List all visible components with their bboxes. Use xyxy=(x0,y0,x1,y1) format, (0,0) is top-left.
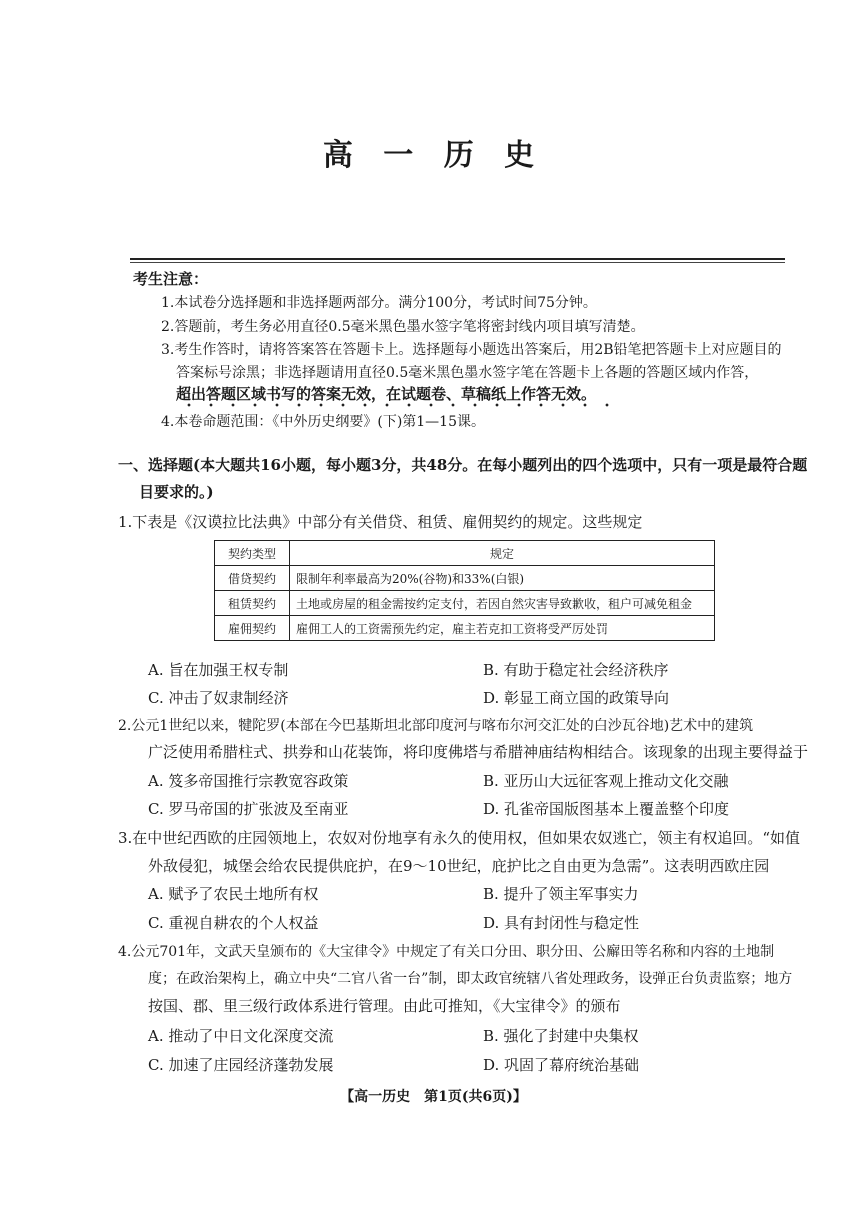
q3-option-c: C. 重视自耕农的个人权益 xyxy=(148,914,319,932)
q1-stem: 1.下表是《汉谟拉比法典》中部分有关借贷、租赁、雇佣契约的规定。这些规定 xyxy=(118,513,643,531)
q3-option-d: D. 具有封闭性与稳定性 xyxy=(483,914,640,932)
q3-stem-line-2: 外敌侵犯，城堡会给农民提供庇护，在9～10世纪，庇护比之自由更为急需”。这表明西欧庄园 xyxy=(148,857,770,875)
table-header-row xyxy=(215,541,715,566)
q2-stem-line-1: 2.公元1世纪以来，犍陀罗(本部在今巴基斯坦北部印度河与喀布尔河交汇处的白沙瓦谷地)艺术中的建筑 xyxy=(118,718,754,734)
q1-option-c: C. 冲击了奴隶制经济 xyxy=(148,689,289,707)
table-cell-rule: 雇佣工人的工资需预先约定，雇主若克扣工资将受严厉处罚 xyxy=(290,616,715,641)
q1-option-a: A. 旨在加强王权专制 xyxy=(148,661,289,679)
table-cell-type: 借贷契约 xyxy=(215,566,290,591)
contract-table xyxy=(214,540,715,641)
q4-stem-line-3: 按国、郡、里三级行政体系进行管理。由此可推知，《大宝律令》的颁布 xyxy=(148,997,621,1015)
q4-option-c: C. 加速了庄园经济蓬勃发展 xyxy=(148,1056,334,1074)
q1-option-d: D. 彰显工商立国的政策导向 xyxy=(483,689,670,707)
table-row xyxy=(215,566,715,591)
table-cell-type: 雇佣契约 xyxy=(215,616,290,641)
q2-option-d: D. 孔雀帝国版图基本上覆盖整个印度 xyxy=(483,800,730,818)
table-cell-rule: 限制年利率最高为20%(谷物)和33%(白银) xyxy=(290,566,715,591)
notice-item-3: 3.考生作答时，请将答案答在答题卡上。选择题每小题选出答案后，用2B铅笔把答题卡上对应题目的 xyxy=(161,342,782,358)
q2-option-b: B. 亚历山大远征客观上推动文化交融 xyxy=(483,772,729,790)
q4-option-d: D. 巩固了幕府统治基础 xyxy=(483,1056,640,1074)
q2-option-c: C. 罗马帝国的扩张波及至南亚 xyxy=(148,800,349,818)
q2-option-a: A. 笈多帝国推行宗教宽容政策 xyxy=(148,772,349,790)
q2-stem-line-2: 广泛使用希腊柱式、拱券和山花装饰，将印度佛塔与希腊神庙结构相结合。该现象的出现主要得益于 xyxy=(148,743,809,761)
section-heading-cont: 目要求的。) xyxy=(139,483,214,501)
table-header-type: 契约类型 xyxy=(215,541,290,566)
table-cell-type: 租赁契约 xyxy=(215,591,290,616)
notice-item-3-cont: 答案标号涂黑；非选择题请用直径0.5毫米黑色墨水签字笔在答题卡上各题的答题区域内作答， xyxy=(176,365,759,381)
section-heading: 一、选择题(本大题共16小题，每小题3分，共48分。在每小题列出的四个选项中，只有一项是最符合题 xyxy=(118,456,808,474)
q4-option-b: B. 强化了封建中央集权 xyxy=(483,1027,639,1045)
q4-stem-line-2: 度；在政治架构上，确立中央“二官八省一台”制，即太政官统辖八省处理政务，设弹正台负责监察；地方 xyxy=(148,971,793,987)
notice-heading: 考生注意： xyxy=(133,270,209,288)
table-cell-rule: 土地或房屋的租金需按约定支付，若因自然灾害导致歉收，租户可减免租金 xyxy=(290,591,715,616)
header-rule xyxy=(130,258,785,260)
page-footer: 【高一历史 第1页(共6页)】 xyxy=(340,1089,527,1105)
q1-option-b: B. 有助于稳定社会经济秩序 xyxy=(483,661,669,679)
table-row xyxy=(215,616,715,641)
q4-stem-line-1: 4.公元701年，文武天皇颁布的《大宝律令》中规定了有关口分田、职分田、公廨田等名称和内容的土地制 xyxy=(118,944,775,960)
q3-stem-line-1: 3.在中世纪西欧的庄园领地上，农奴对份地享有永久的使用权，但如果农奴逃亡，领主有权追回。“如值 xyxy=(118,829,800,847)
notice-item-1: 1.本试卷分选择题和非选择题两部分。满分100分，考试时间75分钟。 xyxy=(161,295,597,311)
q4-option-a: A. 推动了中日文化深度交流 xyxy=(148,1027,334,1045)
q3-option-a: A. 赋予了农民土地所有权 xyxy=(148,885,319,903)
table-header-rule: 规定 xyxy=(290,541,715,566)
header-rule-thin xyxy=(130,262,785,263)
notice-item-4: 4.本卷命题范围：《中外历史纲要》(下)第1—15课。 xyxy=(161,414,486,430)
emphasis-dots xyxy=(178,403,618,407)
q3-option-b: B. 提升了领主军事实力 xyxy=(483,885,639,903)
notice-item-3-emphasis: 超出答题区域书写的答案无效，在试题卷、草稿纸上作答无效。 xyxy=(176,385,597,403)
notice-item-2: 2.答题前，考生务必用直径0.5毫米黑色墨水签字笔将密封线内项目填写清楚。 xyxy=(161,319,645,335)
table-row xyxy=(215,591,715,616)
page-title: 高 一 历 史 xyxy=(322,138,545,173)
